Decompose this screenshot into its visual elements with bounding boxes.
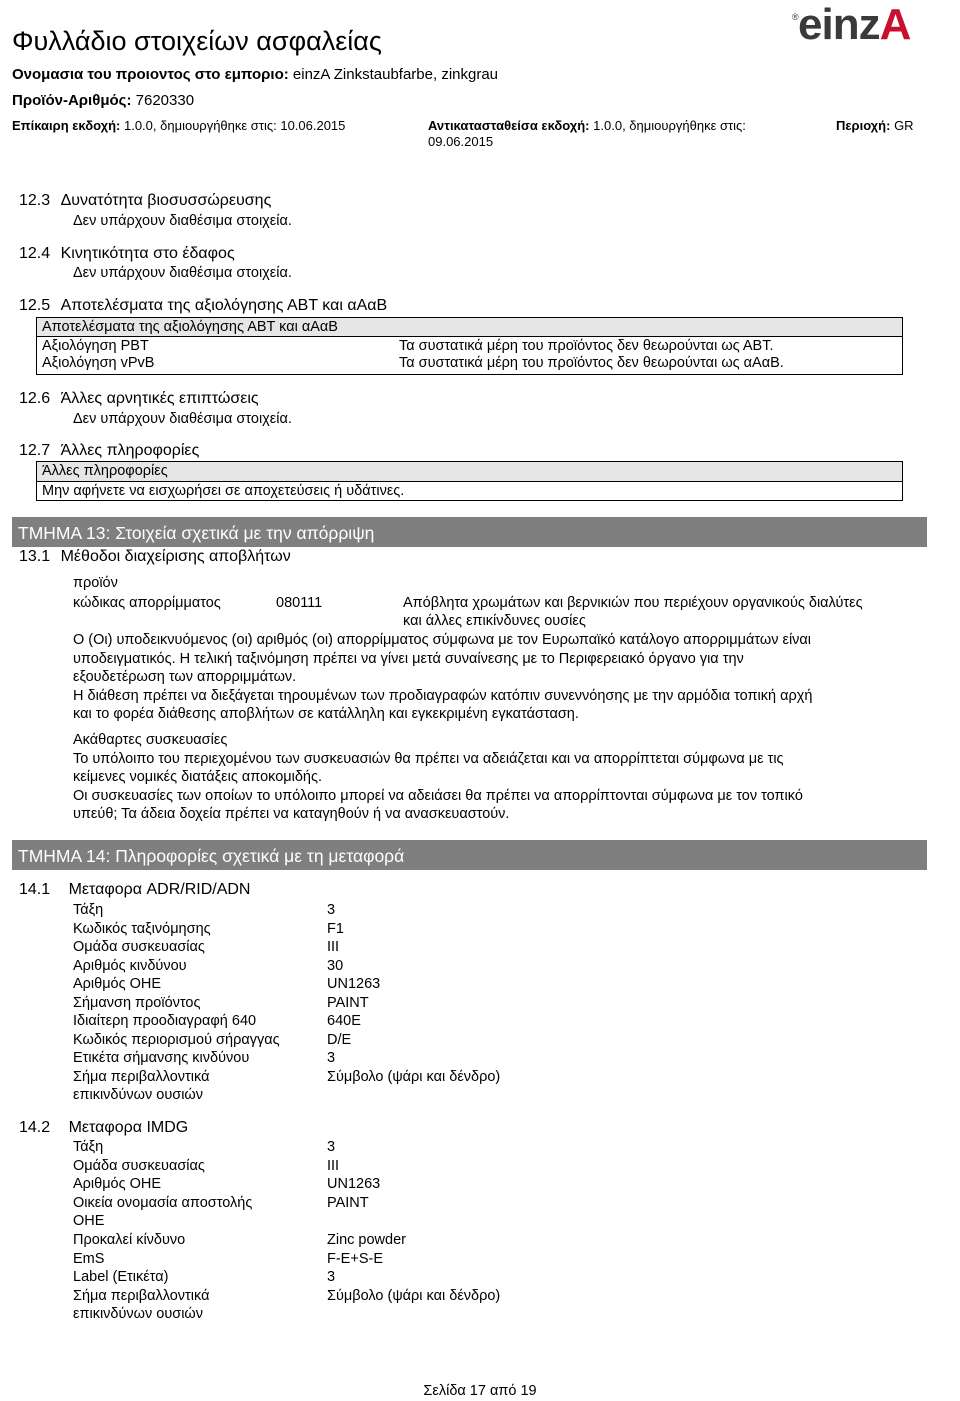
section-12-6-heading: [19, 390, 259, 408]
imdg-value: PAINT: [327, 1195, 369, 1211]
section-number: 12.6: [19, 390, 51, 407]
adr-value: 30: [327, 958, 344, 974]
current-version: [12, 118, 345, 133]
section-title: Άλλες πληροφορίες: [60, 442, 200, 459]
section-12-7-heading: [19, 442, 199, 460]
adr-label: Αριθμός κινδύνου: [73, 958, 187, 974]
adr-label: Κωδικός περιορισμού σήραγγας: [73, 1032, 280, 1048]
vpvb-row-value: Τα συστατικά μέρη του προϊόντος δεν θεωρούνται ως αΑαΒ.: [399, 355, 784, 371]
product-name-value: einzA Zinkstaubfarbe, zinkgrau: [292, 66, 499, 83]
packaging-para1-line1: Το υπόλοιπο του περιεχομένου των συσκευασιών θα πρέπει να αδειάζεται και να απορρίπτεται σύμφωνα με τις: [73, 751, 784, 767]
product-number-line: [12, 92, 194, 109]
adr-value: PAINT: [327, 995, 369, 1011]
adr-label-cont: επικινδύνων ουσιών: [73, 1087, 203, 1103]
section-number: 14.1: [19, 881, 51, 898]
adr-value: 3: [327, 902, 336, 918]
region-label: Περιοχή:: [836, 118, 891, 133]
imdg-label-cont: ΟΗΕ: [73, 1213, 105, 1229]
packaging-para2-line1: Οι συσκευασίες των οποίων το υπόλοιπο μπορεί να αδειάσει θα πρέπει να απορρίπτονται σύμφωνα με τον τοπικό: [73, 788, 803, 804]
logo-wordmark-accent: A: [879, 0, 911, 49]
section-number: 12.3: [19, 192, 51, 209]
disposal-para1-line1: Ο (Οι) υποδεικνυόμενος (οι) αριθμός (οι) απορρίμματος σύμφωνα με τον Ευρωπαϊκό κατάλογο απορριμμάτων είναι: [73, 632, 812, 648]
adr-label: Κωδικός ταξινόμησης: [73, 921, 211, 937]
section-title: Μεταφορα ADR/RID/ADN: [68, 881, 251, 898]
product-number-label: Προϊόν-Αριθμός:: [12, 92, 132, 109]
section-12-4-text: Δεν υπάρχουν διαθέσιμα στοιχεία.: [73, 265, 292, 281]
imdg-value: 3: [327, 1269, 336, 1285]
imdg-label: Τάξη: [73, 1139, 104, 1155]
imdg-value: III: [327, 1158, 340, 1174]
section-14-2-heading: [19, 1119, 188, 1137]
imdg-label: Label (Ετικέτα): [73, 1269, 169, 1285]
section-13-1-heading: [19, 548, 291, 566]
section-12-4-heading: [19, 245, 235, 263]
adr-value: UN1263: [327, 976, 381, 992]
logo-wordmark: [798, 0, 910, 50]
section-14-bar: ΤΜΗΜΑ 14: Πληροφορίες σχετικά με τη μεταφορά: [12, 840, 927, 870]
other-info-box: [36, 461, 903, 501]
product-name-label: Ονομασια του προιοντος στο εμποριο:: [12, 66, 289, 83]
replaced-version-label: Αντικατασταθείσα εκδοχή:: [428, 118, 590, 133]
packaging-para2-line2: υπεύθ; Τα άδεια δοχεία πρέπει να καταγηθούν ή να ανασκευαστούν.: [73, 806, 510, 822]
waste-code-label: κώδικας απορρίμματος: [73, 595, 221, 611]
disposal-para1-line2: υποδειγματικός. Η τελική ταξινόμηση πρέπει να γίνει μετά συναίνεσης με το Περιφερειακό όργανο για την: [73, 651, 744, 667]
document-title: Φυλλάδιο στοιχείων ασφαλείας: [12, 26, 382, 56]
section-12-3-heading: [19, 192, 271, 210]
section-title: Μέθοδοι διαχείρισης αποβλήτων: [60, 548, 291, 565]
adr-value: Σύμβολο (ψάρι και δένδρο): [327, 1069, 501, 1085]
region: [836, 118, 914, 133]
imdg-label: Αριθμός ΟΗΕ: [73, 1176, 162, 1192]
adr-value: 3: [327, 1050, 336, 1066]
section-12-3-text: Δεν υπάρχουν διαθέσιμα στοιχεία.: [73, 213, 292, 229]
imdg-value: F-E+S-E: [327, 1251, 383, 1267]
disposal-para2-line2: και το φορέα διάθεσης αποβλήτων σε κατάλληλη και εγκεκριμένη εγκατάσταση.: [73, 706, 579, 722]
section-title: Κινητικότητα στο έδαφος: [60, 245, 235, 262]
adr-label: Αριθμός ΟΗΕ: [73, 976, 162, 992]
replaced-version-value: 1.0.0, δημιουργήθηκε στις:: [593, 118, 746, 133]
section-title: Αποτελέσματα της αξιολόγησης ΑΒΤ και αΑαΒ: [60, 297, 388, 314]
imdg-value: Zinc powder: [327, 1232, 406, 1248]
waste-description-line2: και άλλες επικίνδυνες ουσίες: [403, 613, 586, 629]
section-title: Μεταφορα IMDG: [68, 1119, 189, 1136]
adr-label: Σήμανση προϊόντος: [73, 995, 201, 1011]
section-12-5-heading: [19, 297, 387, 315]
current-version-label: Επίκαιρη εκδοχή:: [12, 118, 121, 133]
section-title: Δυνατότητα βιοσυσσώρευσης: [60, 192, 272, 209]
adr-label: Τάξη: [73, 902, 104, 918]
pbt-box-header: Αποτελέσματα της αξιολόγησης ΑΒΤ και αΑαΒ: [37, 318, 902, 337]
packaging-para1-line2: κείμενες νομικές διατάξεις αποκομιδής.: [73, 769, 322, 785]
section-number: 12.7: [19, 442, 51, 459]
section-number: 12.5: [19, 297, 51, 314]
registered-mark: ®: [792, 12, 799, 22]
adr-value: F1: [327, 921, 344, 937]
adr-value: D/E: [327, 1032, 352, 1048]
imdg-label-cont: επικινδύνων ουσιών: [73, 1306, 203, 1322]
adr-label: Ομάδα συσκευασίας: [73, 939, 205, 955]
section-number: 14.2: [19, 1119, 51, 1136]
product-number-value: 7620330: [135, 92, 195, 109]
section-13-bar: ΤΜΗΜΑ 13: Στοιχεία σχετικά με την απόρριψη: [12, 517, 927, 547]
adr-value: III: [327, 939, 340, 955]
vpvb-row-label: Αξιολόγηση vPvB: [42, 355, 155, 371]
section-14-1-heading: [19, 881, 250, 899]
adr-label: Ετικέτα σήμανσης κινδύνου: [73, 1050, 250, 1066]
adr-label: Ιδιαίτερη προοδιαγραφή 640: [73, 1013, 257, 1029]
other-info-box-text: Μην αφήνετε να εισχωρήσει σε αποχετεύσεις ή υδάτινες.: [42, 483, 405, 499]
section-number: 12.4: [19, 245, 51, 262]
imdg-label: Οικεία ονομασία αποστολής: [73, 1195, 253, 1211]
pbt-row-value: Τα συστατικά μέρη του προϊόντος δεν θεωρούνται ως ΑΒΤ.: [399, 338, 774, 354]
product-heading: προϊόν: [73, 575, 118, 591]
imdg-value: Σύμβολο (ψάρι και δένδρο): [327, 1288, 501, 1304]
waste-description-line1: Απόβλητα χρωμάτων και βερνικιών που περιέχουν οργανικούς διαλύτες: [403, 595, 863, 611]
imdg-label: Σήμα περιβαλλοντικά: [73, 1288, 210, 1304]
section-number: 13.1: [19, 548, 51, 565]
adr-label: Σήμα περιβαλλοντικά: [73, 1069, 210, 1085]
disposal-para1-line3: εξουδετέρωση των απορριμμάτων.: [73, 669, 297, 685]
pbt-row-label: Αξιολόγηση PBT: [42, 338, 149, 354]
adr-value: 640E: [327, 1013, 361, 1029]
other-info-box-header: Άλλες πληροφορίες: [37, 462, 902, 482]
imdg-label: EmS: [73, 1251, 105, 1267]
waste-code-value: 080111: [276, 595, 323, 611]
section-title: Άλλες αρνητικές επιπτώσεις: [60, 390, 259, 407]
disposal-para2-line1: Η διάθεση πρέπει να διεξάγεται τηρουμένων των προδιαγραφών κατόπιν συνεννόησης με την αρμόδια τοπική αρχή: [73, 688, 813, 704]
imdg-value: UN1263: [327, 1176, 381, 1192]
pbt-assessment-box: [36, 317, 903, 375]
imdg-label: Ομάδα συσκευασίας: [73, 1158, 205, 1174]
einza-logo: [790, 0, 920, 54]
imdg-value: 3: [327, 1139, 336, 1155]
replaced-version: [428, 118, 746, 133]
product-name-line: [12, 66, 498, 83]
current-version-value: 1.0.0, δημιουργήθηκε στις: 10.06.2015: [123, 118, 346, 133]
region-value: GR: [894, 118, 914, 133]
imdg-label: Προκαλεί κίνδυνο: [73, 1232, 186, 1248]
section-12-6-text: Δεν υπάρχουν διαθέσιμα στοιχεία.: [73, 411, 292, 427]
page-number: Σελίδα 17 από 19: [423, 1383, 537, 1399]
logo-wordmark-main: einz: [798, 0, 880, 49]
packaging-heading: Ακάθαρτες συσκευασίες: [73, 732, 228, 748]
replaced-version-date: 09.06.2015: [428, 134, 494, 149]
